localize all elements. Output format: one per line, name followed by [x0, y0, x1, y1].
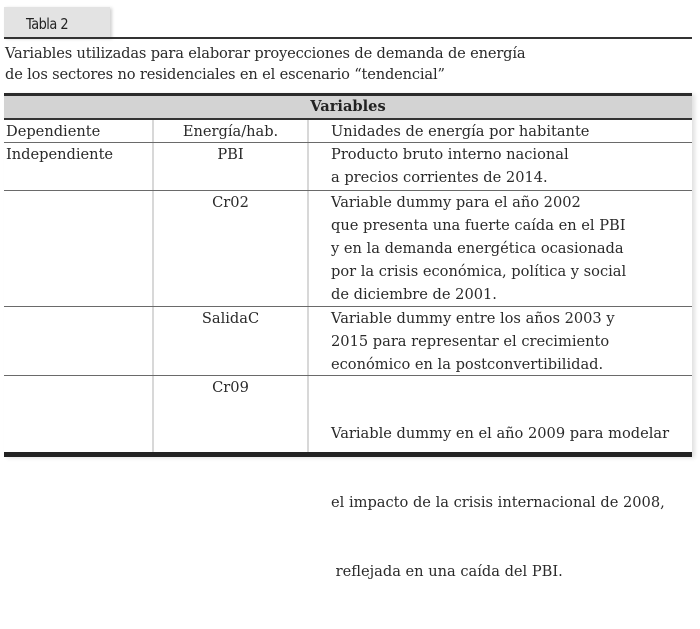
table-row [4, 143, 692, 191]
variable-description-cell [307, 120, 692, 142]
variable-name-cell: PBI [152, 143, 307, 190]
variable-type-cell: Dependiente [6, 123, 101, 140]
description-line: Variable dummy para el año 2002 [331, 194, 581, 211]
table-number-label: Tabla 2 [26, 15, 69, 33]
description-line: reflejada en una caída del PBI. [331, 563, 563, 580]
description-line: el impacto de la crisis internacional de 2008, [331, 494, 665, 511]
variable-name-cell: Cr09 [152, 376, 307, 452]
description-line: Producto bruto interno nacional [331, 146, 569, 163]
variable-description-cell [307, 307, 692, 375]
description-line: Variable dummy en el año 2009 para modelar [331, 425, 670, 442]
description-line: Unidades de energía por habitante [331, 123, 590, 140]
description-line: a precios corrientes de 2014. [331, 169, 548, 186]
variable-name-cell: SalidaC [152, 307, 307, 375]
table-row [4, 307, 692, 376]
top-rule [4, 37, 692, 39]
description-line: por la crisis económica, política y social [331, 263, 627, 280]
variable-name-cell: Cr02 [152, 191, 307, 306]
variable-description-cell [307, 143, 692, 190]
table-row [4, 376, 692, 580]
table-row [4, 191, 692, 307]
caption-line-2: de los sectores no residenciales en el escenario “tendencial” [5, 66, 445, 83]
variable-type-cell: Independiente [6, 146, 114, 163]
caption-line-1: Variables utilizadas para elaborar proyecciones de demanda de energía [5, 45, 526, 62]
table-number-tab [4, 7, 110, 38]
description-line: económico en la postconvertibilidad. [331, 356, 604, 373]
variable-name-cell: Energía/hab. [152, 120, 307, 142]
table-header [4, 93, 692, 120]
description-line: de diciembre de 2001. [331, 286, 497, 303]
description-line: y en la demanda energética ocasionada [331, 240, 624, 257]
description-line: que presenta una fuerte caída en el PBI [331, 217, 626, 234]
variables-table [4, 93, 692, 580]
variable-type-cell [4, 307, 152, 375]
table-row [4, 120, 692, 143]
description-line: Variable dummy entre los años 2003 y [331, 310, 615, 327]
variable-type-cell [4, 191, 152, 306]
table-caption [5, 43, 525, 85]
variable-description-cell [307, 191, 692, 306]
description-line: 2015 para representar el crecimiento [331, 333, 610, 350]
variable-description-cell [307, 376, 692, 580]
table-header-label: Variables [310, 98, 386, 115]
variable-type-cell [4, 376, 152, 452]
